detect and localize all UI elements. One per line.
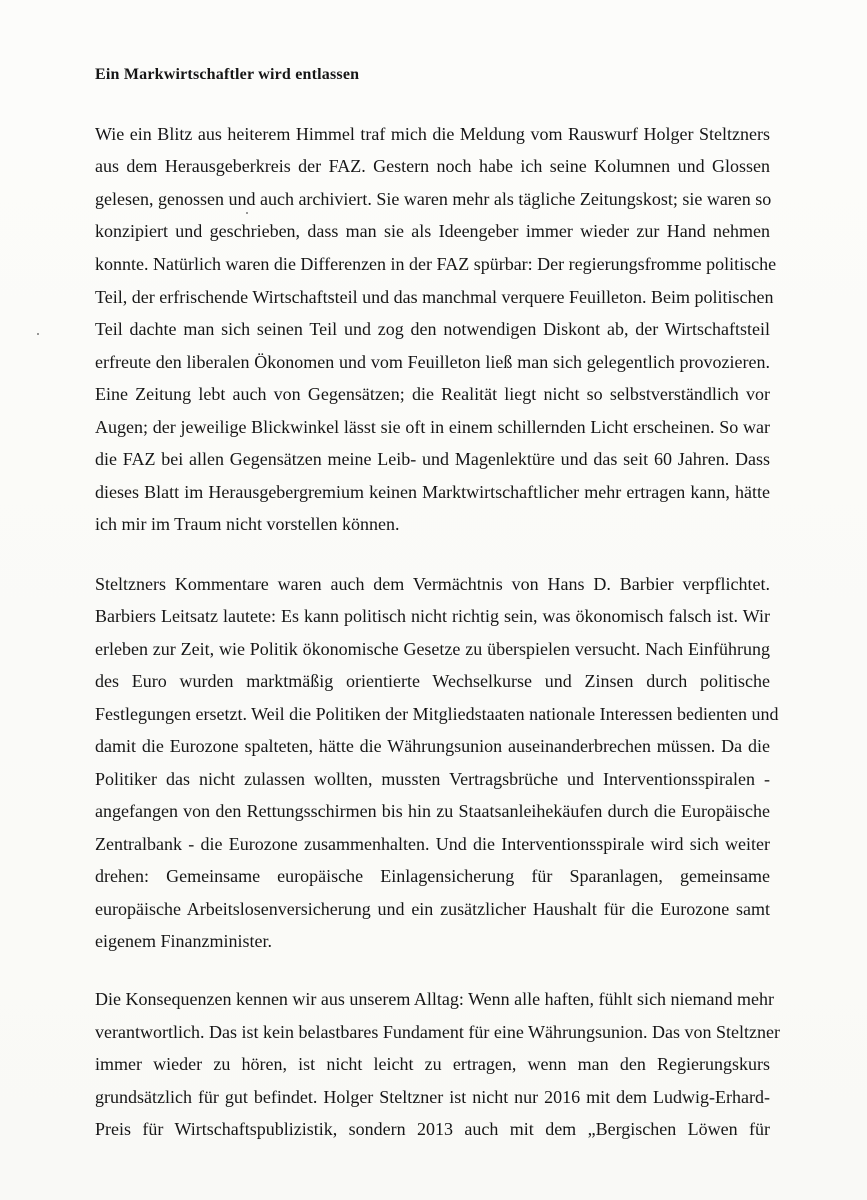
text-line: verantwortlich. Das ist kein belastbares Fundament für eine Währungsunion. Das von Steltzner: [95, 1022, 780, 1042]
text-line: Steltzners Kommentare waren auch dem Vermächtnis von Hans D. Barbier verpflichtet.: [95, 574, 770, 594]
text-line: die FAZ bei allen Gegensätzen meine Leib- und Magenlektüre und das seit 60 Jahren. Dass: [95, 449, 770, 469]
text-line: Barbiers Leitsatz lautete: Es kann politisch nicht richtig sein, was ökonomisch falsch ist. Wir: [95, 606, 770, 626]
text-line: immer wieder zu hören, ist nicht leicht zu ertragen, wenn man den Regierungskurs: [95, 1054, 770, 1074]
text-line: Preis für Wirtschaftspublizistik, sondern 2013 auch mit dem „Bergischen Löwen für: [95, 1119, 770, 1139]
text-line: Politiker das nicht zulassen wollten, mussten Vertragsbrüche und Interventionsspiralen -: [95, 769, 770, 789]
text-line: Zentralbank - die Eurozone zusammenhalten. Und die Interventionsspirale wird sich weiter: [95, 834, 770, 854]
text-line: gelesen, genossen und auch archiviert. Sie waren mehr als tägliche Zeitungskost; sie waren so: [95, 189, 772, 209]
text-line: Festlegungen ersetzt. Weil die Politiken der Mitgliedstaaten nationale Interessen bedienten und: [95, 704, 779, 724]
text-line: damit die Eurozone spalteten, hätte die Währungsunion auseinanderbrechen müssen. Da die: [95, 736, 770, 756]
text-line: Teil dachte man sich seinen Teil und zog den notwendigen Diskont ab, der Wirtschaftsteil: [95, 319, 770, 339]
text-line: Augen; der jeweilige Blickwinkel lässt sie oft in einem schillernden Licht erscheinen. So war: [95, 417, 770, 437]
text-line: des Euro wurden marktmäßig orientierte Wechselkurse und Zinsen durch politische: [95, 671, 770, 691]
text-line: Eine Zeitung lebt auch von Gegensätzen; die Realität liegt nicht so selbstverständlich vor: [95, 384, 770, 404]
text-line: Teil, der erfrischende Wirtschaftsteil und das manchmal verquere Feuilleton. Beim politischen: [95, 287, 774, 307]
text-line: grundsätzlich für gut befindet. Holger Steltzner ist nicht nur 2016 mit dem Ludwig-Erhard-: [95, 1087, 770, 1107]
text-line: europäische Arbeitslosenversicherung und ein zusätzlicher Haushalt für die Eurozone samt: [95, 899, 770, 919]
text-line: erleben zur Zeit, wie Politik ökonomische Gesetze zu überspielen versucht. Nach Einführung: [95, 639, 770, 659]
text-line: dieses Blatt im Herausgebergremium keinen Marktwirtschaftlicher mehr ertragen kann, hätte: [95, 482, 770, 502]
text-line: angefangen von den Rettungsschirmen bis hin zu Staatsanleihekäufen durch die Europäische: [95, 801, 770, 821]
scan-speck: [37, 333, 39, 335]
text-line: Wie ein Blitz aus heiterem Himmel traf mich die Meldung vom Rauswurf Holger Steltzners: [95, 124, 770, 144]
text-line: konnte. Natürlich waren die Differenzen in der FAZ spürbar: Der regierungsfromme politische: [95, 254, 777, 274]
text-line: konzipiert und geschrieben, dass man sie als Ideengeber immer wieder zur Hand nehmen: [95, 221, 770, 241]
scan-speck: [246, 212, 248, 214]
text-line: Die Konsequenzen kennen wir aus unserem Alltag: Wenn alle haften, fühlt sich niemand mehr: [95, 989, 775, 1009]
text-line: drehen: Gemeinsame europäische Einlagensicherung für Sparanlagen, gemeinsame: [95, 866, 770, 886]
text-line-last: ich mir im Traum nicht vorstellen können.: [95, 514, 400, 534]
text-line: erfreute den liberalen Ökonomen und vom Feuilleton ließ man sich gelegentlich provozieren.: [95, 352, 770, 372]
text-line-last: eigenem Finanzminister.: [95, 931, 272, 951]
text-line: aus dem Herausgeberkreis der FAZ. Gestern noch habe ich seine Kolumnen und Glossen: [95, 156, 770, 176]
document-title: Ein Markwirtschaftler wird entlassen: [95, 66, 360, 83]
